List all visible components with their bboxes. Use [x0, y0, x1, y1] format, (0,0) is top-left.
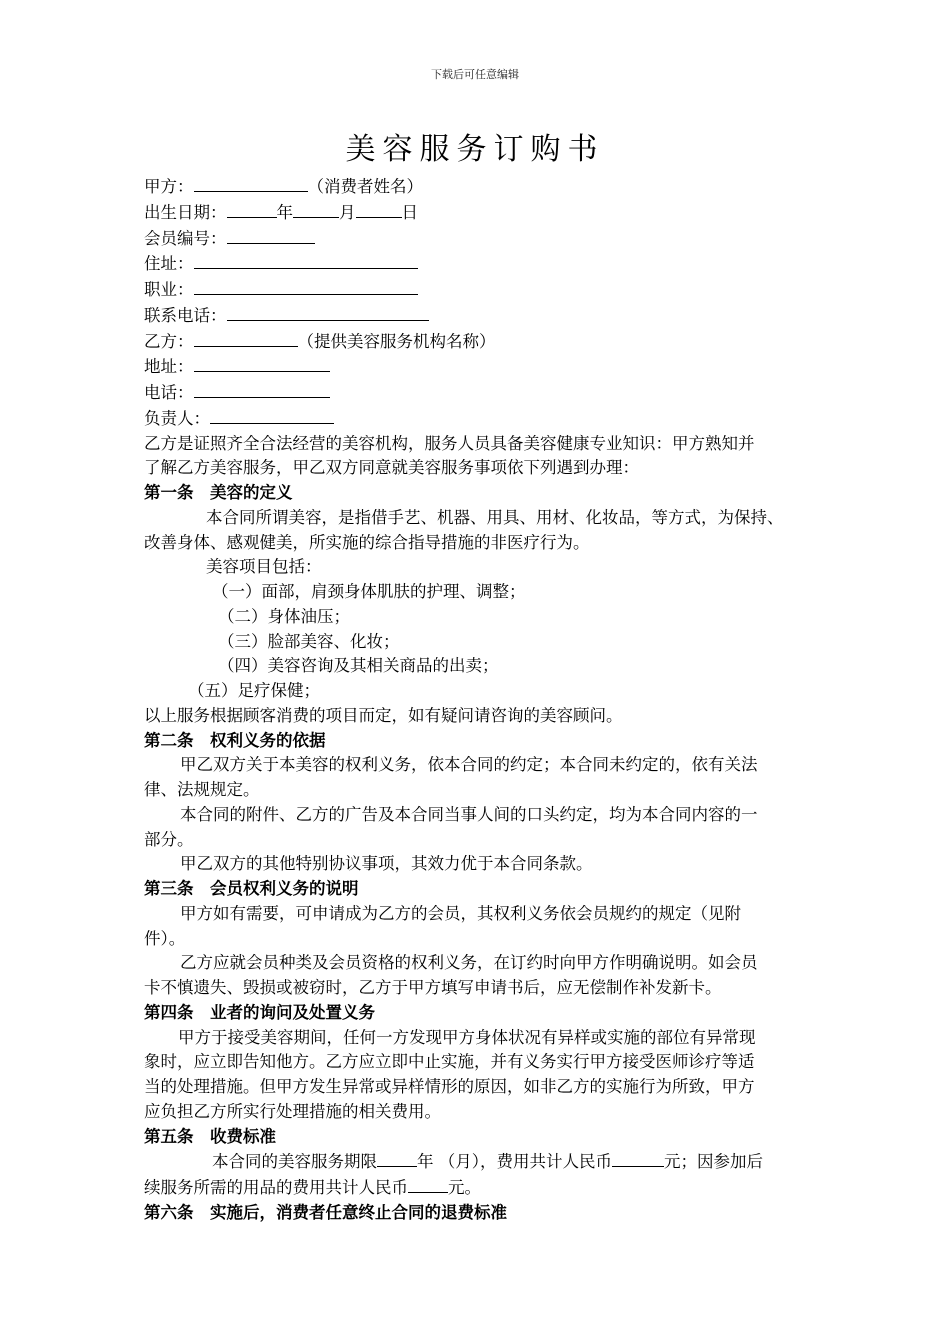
intro-line-2: 了解乙方美容服务，甲乙双方同意就美容服务事项依下列遇到办理：: [144, 458, 639, 478]
article-1-item-5: [144, 679, 820, 704]
responsible-field[interactable]: [210, 406, 334, 424]
responsible-label: 负责人：: [144, 408, 210, 428]
address-line: [144, 251, 820, 277]
article-1-closing: 以上服务根据顾客消费的项目而定，如有疑问请咨询的美容顾问。: [144, 705, 623, 725]
party-b-hint: （提供美容服务机构名称）: [297, 331, 496, 351]
article-1-item-2: [144, 605, 820, 630]
article-5-l1-a: 本合同的美容服务期限: [212, 1152, 377, 1172]
party-a-label: 甲方：: [144, 177, 194, 196]
article-3-para-2-line-2: 卡不慎遗失、毁损或被窃时，乙方于甲方填写申请书后，应无偿制作补发新卡。: [144, 978, 722, 997]
article-4-line-2: 象时，应立即告知他方。乙方应立即中止实施，并有义务实行甲方接受医师诊疗等适: [144, 1052, 755, 1072]
party-a-line: [144, 174, 820, 200]
article-3-p1-text: 甲方如有需要，可申请成为乙方的会员，其权利义务依会员规约的规定（见附: [180, 903, 741, 923]
item-3-text: （三）脸部美容、化妆；: [218, 631, 400, 651]
phone-field[interactable]: [227, 303, 429, 321]
occupation-field[interactable]: [194, 277, 418, 295]
occupation-label: 职业：: [144, 280, 194, 299]
document-title: 美容服务订购书: [345, 132, 605, 167]
article-2-para-1-line-1: [144, 753, 820, 778]
year-label: 年: [276, 202, 293, 222]
article-2-para-3: [144, 852, 820, 877]
article-1-heading: 第一条 美容的定义: [144, 483, 293, 502]
b-address-field[interactable]: [194, 354, 330, 372]
b-phone-field[interactable]: [194, 380, 330, 398]
supplies-fee-field[interactable]: [408, 1175, 448, 1193]
article-2-para-2-line-1: [144, 803, 820, 828]
item-4-text: （四）美容咨询及其相关商品的出卖；: [218, 656, 499, 676]
items-label-text: 美容项目包括：: [206, 557, 322, 577]
article-2-p3-text: 甲乙双方的其他特别协议事项，其效力优于本合同条款。: [180, 854, 593, 874]
party-a-hint: （消费者姓名）: [307, 177, 423, 196]
article-4-line-3: 当的处理措施。但甲方发生异常或异样情形的原因，如非乙方的实施行为所致，甲方: [144, 1077, 755, 1096]
document-body: [144, 174, 820, 1226]
party-b-name-field[interactable]: [194, 329, 298, 347]
article-5-heading: 第五条 收费标准: [144, 1126, 276, 1146]
article-1-text: 本合同所谓美容，是指借手艺、机器、用具、用材、化妆品，等方式，为保持、: [206, 507, 784, 527]
article-1-para-line-1: [144, 506, 820, 531]
article-2-p2-text: 本合同的附件、乙方的广告及本合同当事人间的口头约定，均为本合同内容的一: [180, 804, 758, 824]
article-3-para-2-line-1: [144, 951, 820, 976]
member-no-line: [144, 226, 820, 252]
month-label: 月: [339, 202, 356, 222]
occupation-line: [144, 277, 820, 303]
day-label: 日: [401, 202, 418, 222]
article-5-line-1: [144, 1149, 820, 1175]
article-2-para-2-line-2: 部分。: [144, 829, 194, 849]
party-b-label: 乙方：: [144, 331, 194, 351]
item-2-text: （二）身体油压；: [218, 606, 350, 626]
article-1-item-1: [144, 580, 820, 605]
address-field[interactable]: [194, 251, 418, 269]
article-5-l2-a: 续服务所需的用品的费用共计人民币: [144, 1178, 408, 1197]
header-note: 下载后可任意编辑: [431, 68, 519, 81]
address-label: 住址：: [144, 254, 194, 274]
b-phone-line: [144, 380, 820, 406]
article-4-line-1: [144, 1026, 820, 1051]
b-address-label: 地址：: [144, 357, 194, 377]
article-3-p2-text: 乙方应就会员种类及会员资格的权利义务，在订约时向甲方作明确说明。如会员: [180, 953, 758, 973]
article-5-l2-b: 元。: [448, 1178, 481, 1197]
article-3-para-1-line-2: 件）。: [144, 928, 186, 948]
party-b-line: [144, 329, 820, 355]
article-1-item-3: [144, 630, 820, 655]
article-2-heading: 第二条 权利义务的依据: [144, 730, 326, 750]
birth-date-line: [144, 200, 820, 226]
intro-line-1: 乙方是证照齐全合法经营的美容机构，服务人员具备美容健康专业知识：甲方熟知并: [144, 433, 755, 453]
article-4-line-4: 应负担乙方所实行处理措施的相关费用。: [144, 1101, 441, 1121]
article-2-para-1-line-2: 律、法规规定。: [144, 780, 260, 799]
birth-date-label: 出生日期：: [144, 202, 227, 222]
birth-day-field[interactable]: [356, 200, 402, 218]
article-4-l1-text: 甲方于接受美容期间，任何一方发现甲方身体状况有异样或实施的部位有异常现: [178, 1027, 756, 1047]
article-5-l1-c: 元；因参加后: [664, 1152, 763, 1172]
article-5-line-2: [144, 1175, 820, 1201]
article-5-l1-b: 年 （月），费用共计人民币: [417, 1152, 612, 1172]
article-3-heading: 第三条 会员权利义务的说明: [144, 879, 359, 898]
total-fee-field[interactable]: [612, 1149, 664, 1167]
member-no-field[interactable]: [227, 226, 315, 244]
b-address-line: [144, 354, 820, 380]
article-4-heading: 第四条 业者的询问及处置义务: [144, 1002, 375, 1022]
article-1-item-4: [144, 654, 820, 679]
phone-line: [144, 303, 820, 329]
article-1-items-label: [144, 555, 820, 580]
article-1-para-line-2: 改善身体、感观健美，所实施的综合指导措施的非医疗行为。: [144, 532, 590, 552]
article-6-heading: 第六条 实施后，消费者任意终止合同的退费标准: [144, 1202, 507, 1222]
item-1-text: （一）面部，肩颈身体肌肤的护理、调整；: [212, 582, 526, 601]
phone-label: 联系电话：: [144, 305, 227, 325]
party-a-name-field[interactable]: [194, 174, 308, 192]
birth-year-field[interactable]: [227, 200, 277, 218]
member-no-label: 会员编号：: [144, 228, 227, 248]
b-phone-label: 电话：: [144, 383, 194, 402]
service-period-field[interactable]: [377, 1149, 417, 1167]
item-5-text: （五）足疗保健；: [188, 681, 320, 700]
birth-month-field[interactable]: [293, 200, 339, 218]
article-2-p1-text: 甲乙双方关于本美容的权利义务，依本合同的约定；本合同未约定的，依有关法: [180, 755, 758, 775]
article-3-para-1-line-1: [144, 902, 820, 927]
responsible-line: [144, 406, 820, 432]
